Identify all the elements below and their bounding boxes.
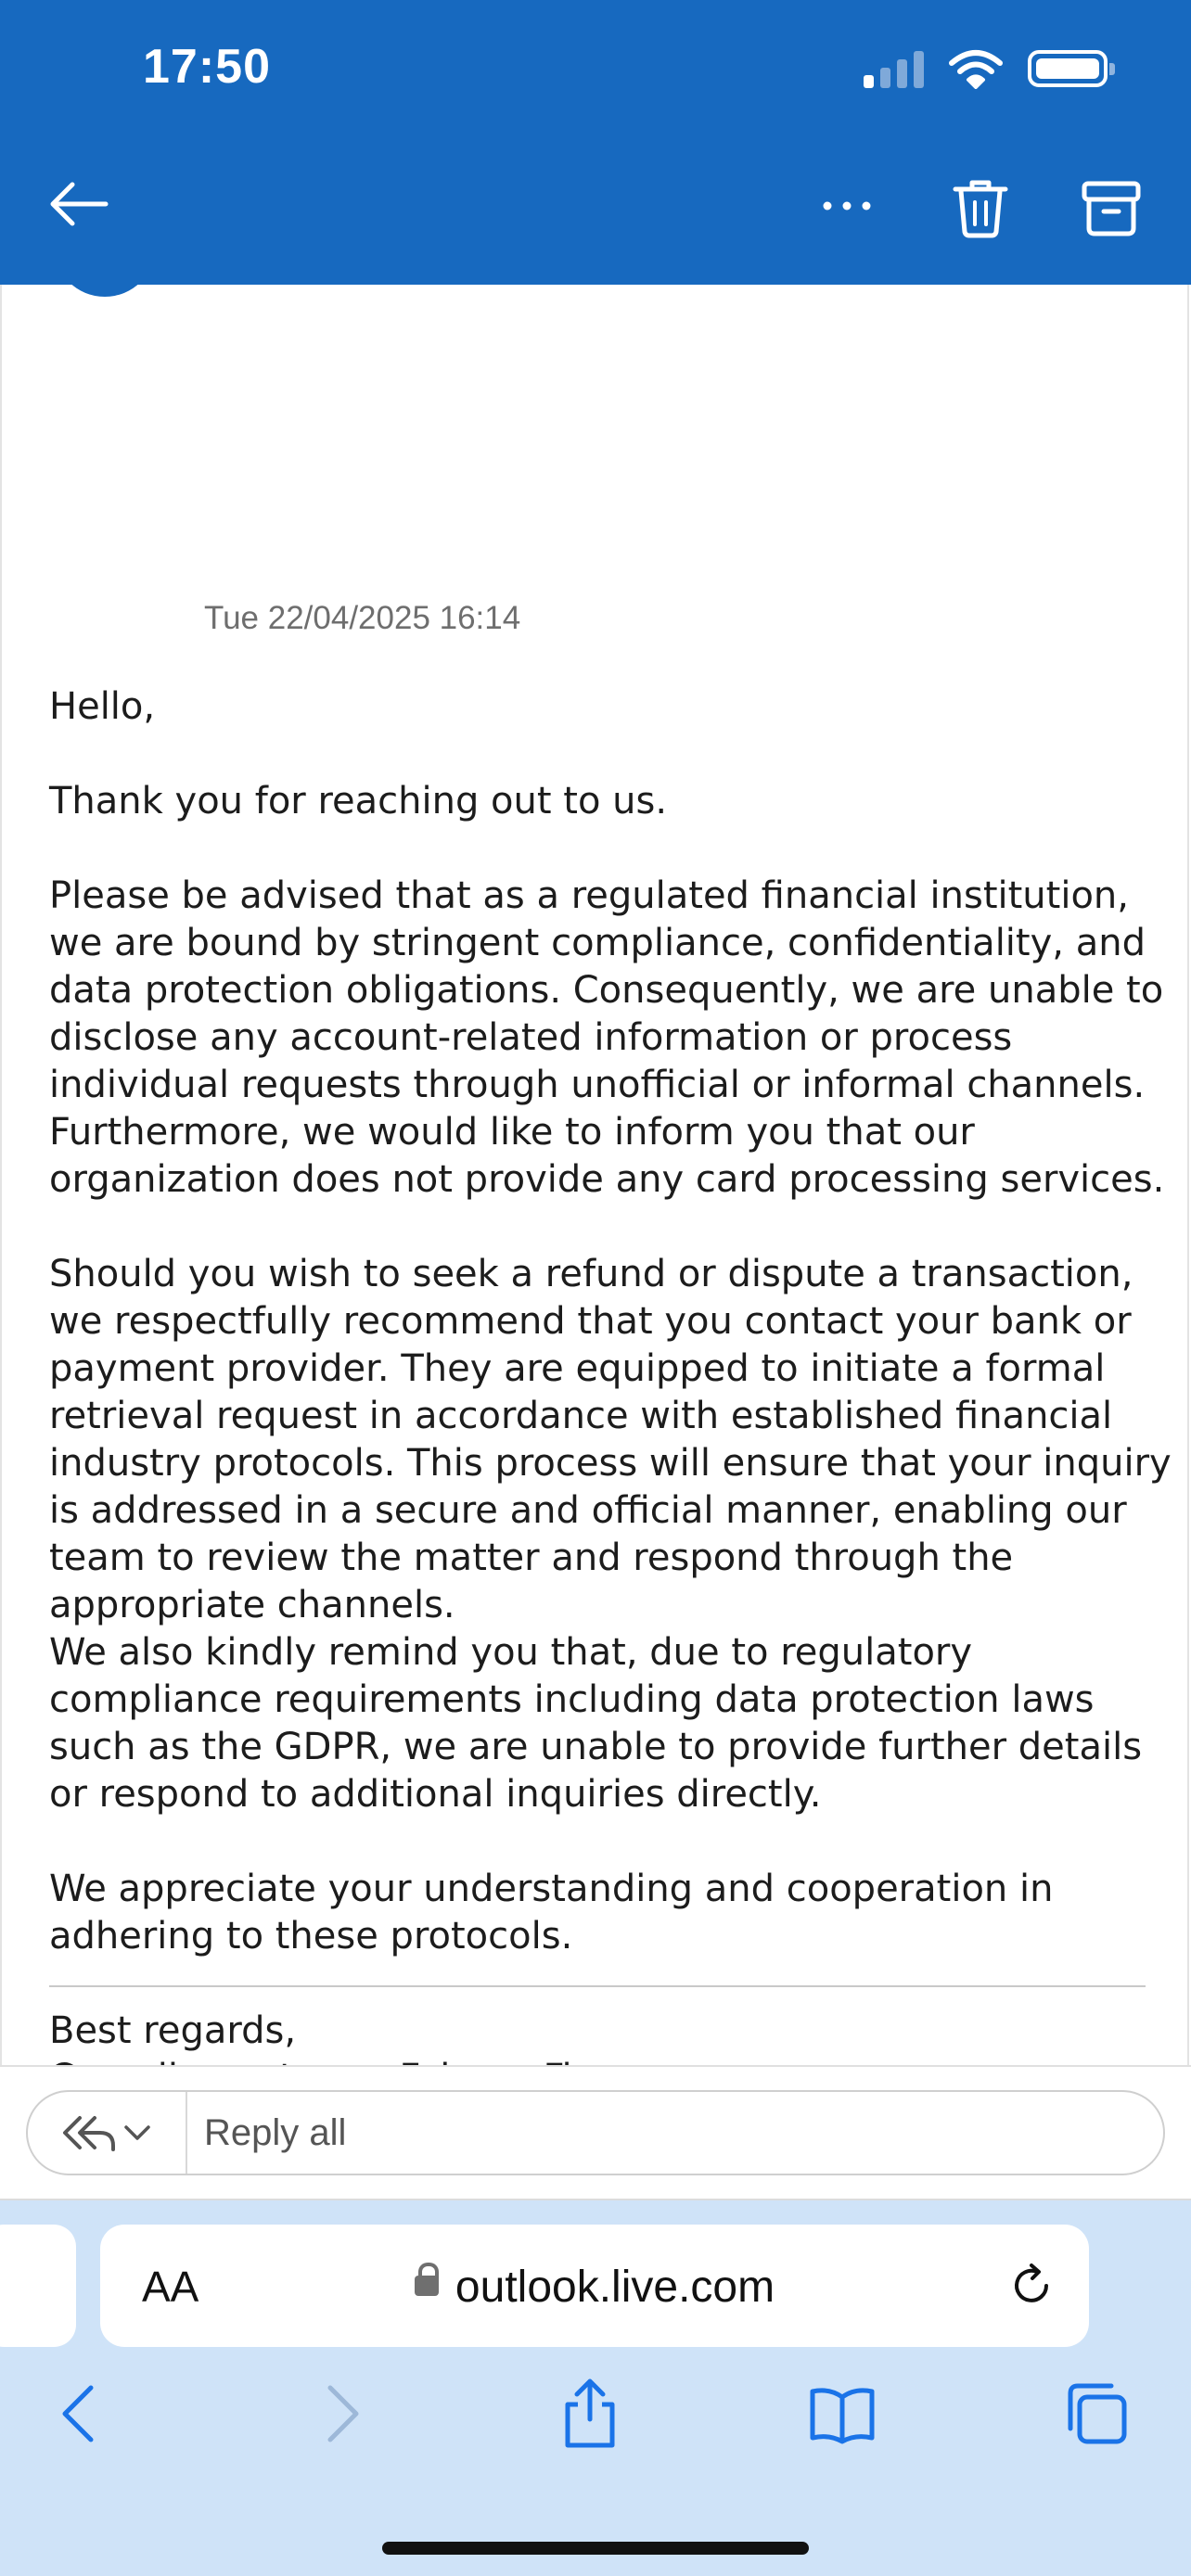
wifi-icon [948,48,1004,89]
reply-input[interactable]: Reply all [204,2112,347,2153]
browser-back-icon[interactable] [43,2377,117,2451]
text-size-button[interactable]: AA [142,2263,199,2311]
browser-forward-icon[interactable] [304,2377,378,2451]
url-field[interactable] [100,2262,1089,2313]
email-paragraph: Thank you for reaching out to us. [49,780,668,823]
previous-tab[interactable] [0,2225,76,2347]
email-paragraph: Furthermore, we would like to inform you that our organization does not provide any card processing services. [49,1111,1165,1201]
more-options-icon[interactable] [814,176,879,232]
status-time: 17:50 [143,40,271,94]
email-greeting: Hello, [49,685,156,728]
bookmarks-icon[interactable] [805,2377,879,2451]
trash-icon[interactable] [948,176,1013,241]
chevron-down-icon [122,2122,152,2144]
cellular-signal-icon [864,49,924,88]
home-indicator [382,2542,809,2555]
archive-icon[interactable] [1079,176,1144,241]
tabs-icon[interactable] [1059,2377,1133,2451]
email-message [0,285,1189,2065]
reply-all-icon [61,2112,117,2153]
lock-icon [415,2276,439,2296]
back-arrow-icon[interactable] [45,176,111,232]
email-date: Tue 22/04/2025 16:14 [204,600,521,636]
email-signoff: Best regards, [49,2009,297,2052]
status-icons [864,48,1108,89]
address-bar[interactable] [100,2225,1089,2347]
battery-icon [1028,50,1108,87]
share-icon[interactable] [553,2377,627,2451]
email-paragraph: We also kindly remind you that, due to regulatory compliance requirements including data protection laws such as the GDPR, we are unable to provide further details or respond to additional inquiries directly. [49,1631,1143,1816]
divider [49,1985,1146,1987]
reply-mode-toggle[interactable] [28,2092,187,2174]
reply-box [26,2090,1165,2175]
reply-bar [0,2065,1191,2200]
email-paragraph: We appreciate your understanding and cooperation in adhering to these protocols. [49,1868,1054,1958]
url-text: outlook.live.com [455,2263,775,2312]
email-body [49,683,1172,2102]
email-paragraph: Should you wish to seek a refund or dispute a transaction, we respectfully recommend that you contact your bank or payment provider. They are equipped to initiate a formal retrieval request in accordance with established financial industry protocols. This process will ensure that your inquiry is addressed in a secure and official manner, enabling our team to review the matter and respond through the appropriate channels. [49,1253,1172,1626]
reload-icon[interactable] [1007,2262,1056,2310]
browser-toolbar [0,2200,1191,2576]
app-header [0,0,1191,285]
email-paragraph: Please be advised that as a regulated financial institution, we are bound by stringent compliance, confidentiality, and data protection obligations. Consequently, we are unable to disclose any account-related information or process individual requests through unofficial or informal channels. [49,874,1164,1106]
